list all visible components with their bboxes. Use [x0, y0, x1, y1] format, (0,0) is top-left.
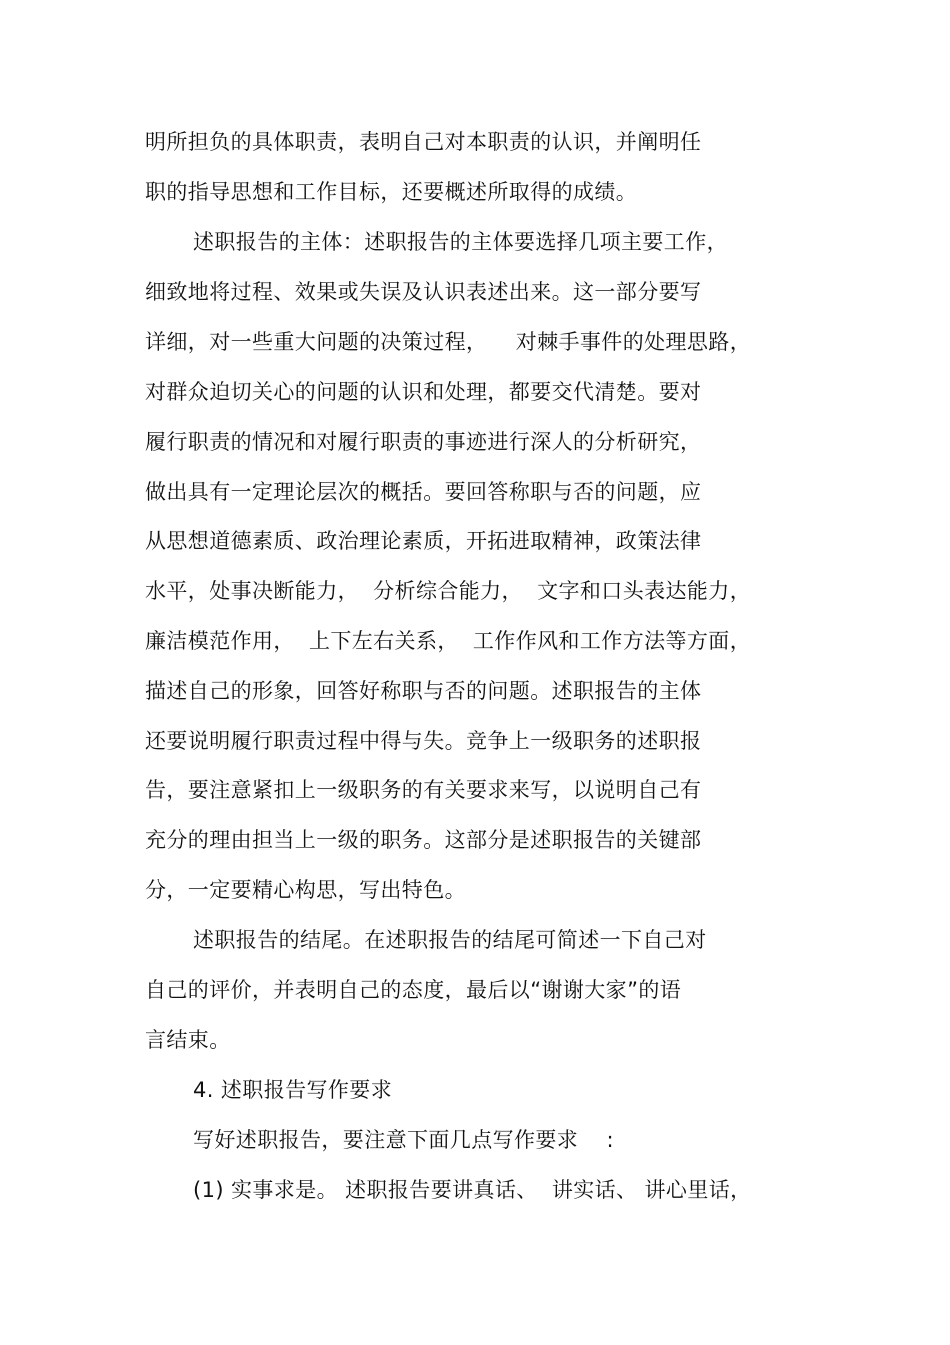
text-line: 还要说明履行职责过程中得与失。竞争上一级职务的述职报	[145, 729, 702, 753]
text-line: 廉洁模范作用， 上下左右关系， 工作作风和工作方法等方面，	[145, 629, 752, 653]
text-line: 明所担负的具体职责，表明自己对本职责的认识，并阐明任	[145, 130, 702, 154]
paragraph-start-line: 述职报告的主体：述职报告的主体要选择几项主要工作，	[193, 230, 728, 254]
paragraph-start-line: 写好述职报告，要注意下面几点写作要求 :	[193, 1128, 614, 1152]
text-line: 分，一定要精心构思，写出特色。	[145, 878, 466, 902]
text-line: 对群众迫切关心的问题的认识和处理，都要交代清楚。要对	[145, 380, 702, 404]
text-line: 描述自己的形象，回答好称职与否的问题。述职报告的主体	[145, 679, 702, 703]
text-line: 从思想道德素质、政治理论素质，开拓进取精神，政策法律	[145, 529, 702, 553]
text-line: 告，要注意紧扣上一级职务的有关要求来写，以说明自己有	[145, 778, 702, 802]
section-heading: 4. 述职报告写作要求	[193, 1078, 393, 1102]
text-line: 做出具有一定理论层次的概括。要回答称职与否的问题，应	[145, 480, 702, 504]
list-item-line: (1) 实事求是。 述职报告要讲真话、 讲实话、 讲心里话，	[193, 1178, 752, 1202]
text-line: 言结束。	[145, 1028, 231, 1052]
text-line: 水平，处事决断能力， 分析综合能力， 文字和口头表达能力，	[145, 579, 752, 603]
paragraph-start-line: 述职报告的结尾。在述职报告的结尾可简述一下自己对	[193, 928, 707, 952]
text-line: 充分的理由担当上一级的职务。这部分是述职报告的关键部	[145, 828, 702, 852]
text-line: 细致地将过程、效果或失误及认识表述出来。这一部分要写	[145, 280, 702, 304]
text-line: 履行职责的情况和对履行职责的事迹进行深人的分析研究，	[145, 430, 702, 454]
text-line: 自己的评价，并表明自己的态度，最后以“谢谢大家”的语	[145, 978, 682, 1002]
text-line: 详细，对一些重大问题的决策过程， 对棘手事件的处理思路，	[145, 330, 752, 354]
text-line: 职的指导思想和工作目标，还要概述所取得的成绩。	[145, 180, 638, 204]
